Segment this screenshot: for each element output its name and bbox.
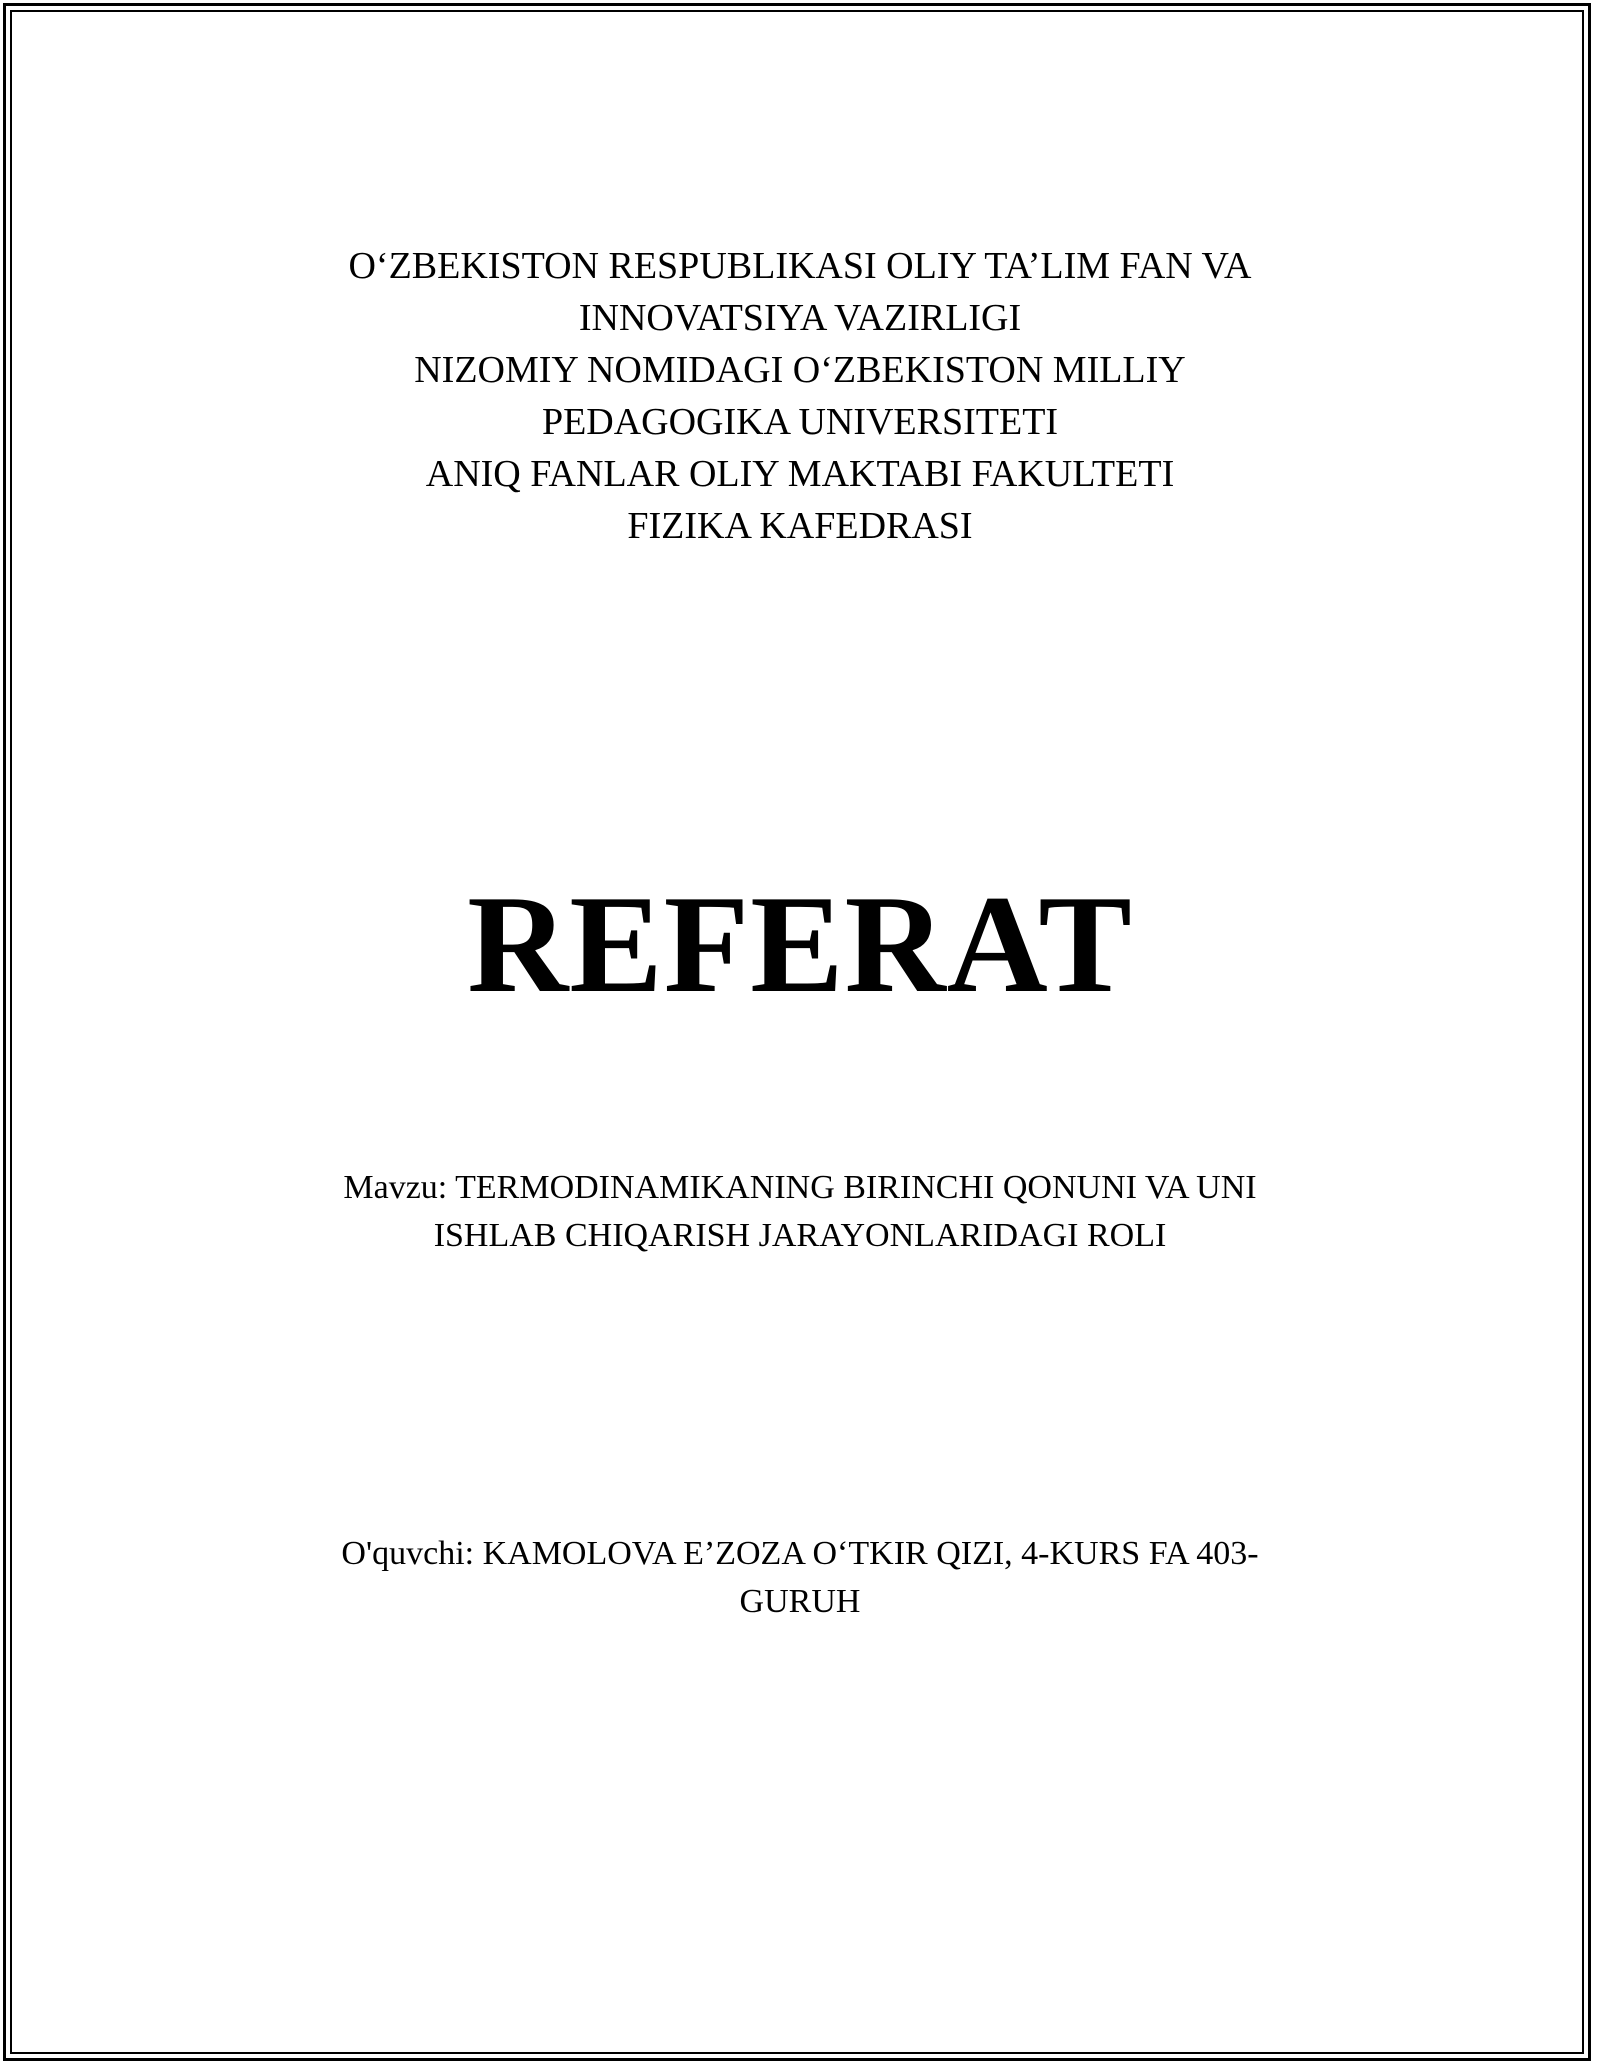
topic-line: ISHLAB CHIQARISH JARAYONLARIDAGI ROLI [433, 1217, 1167, 1254]
institution-line: FIZIKA KAFEDRASI [627, 505, 973, 547]
document-title: REFERAT [467, 867, 1133, 1022]
institution-line: NIZOMIY NOMIDAGI O‘ZBEKISTON MILLIY [414, 349, 1186, 391]
institution-line: O‘ZBEKISTON RESPUBLIKASI OLIY TA’LIM FAN VA [348, 245, 1252, 287]
institution-line: INNOVATSIYA VAZIRLIGI [578, 297, 1022, 339]
institution-line: PEDAGOGIKA UNIVERSITETI [541, 401, 1059, 443]
topic-line: Mavzu: TERMODINAMIKANING BIRINCHI QONUNI VA UNI [343, 1169, 1257, 1206]
topic-block [250, 1164, 1350, 1260]
institution-line: ANIQ FANLAR OLIY MAKTABI FAKULTETI [425, 453, 1175, 495]
student-block [250, 1530, 1350, 1626]
student-line: O'quvchi: KAMOLOVA E’ZOZA O‘TKIR QIZI, 4-KURS FA 403- [341, 1535, 1259, 1572]
institution-header [250, 240, 1350, 552]
student-line: GURUH [739, 1583, 861, 1620]
